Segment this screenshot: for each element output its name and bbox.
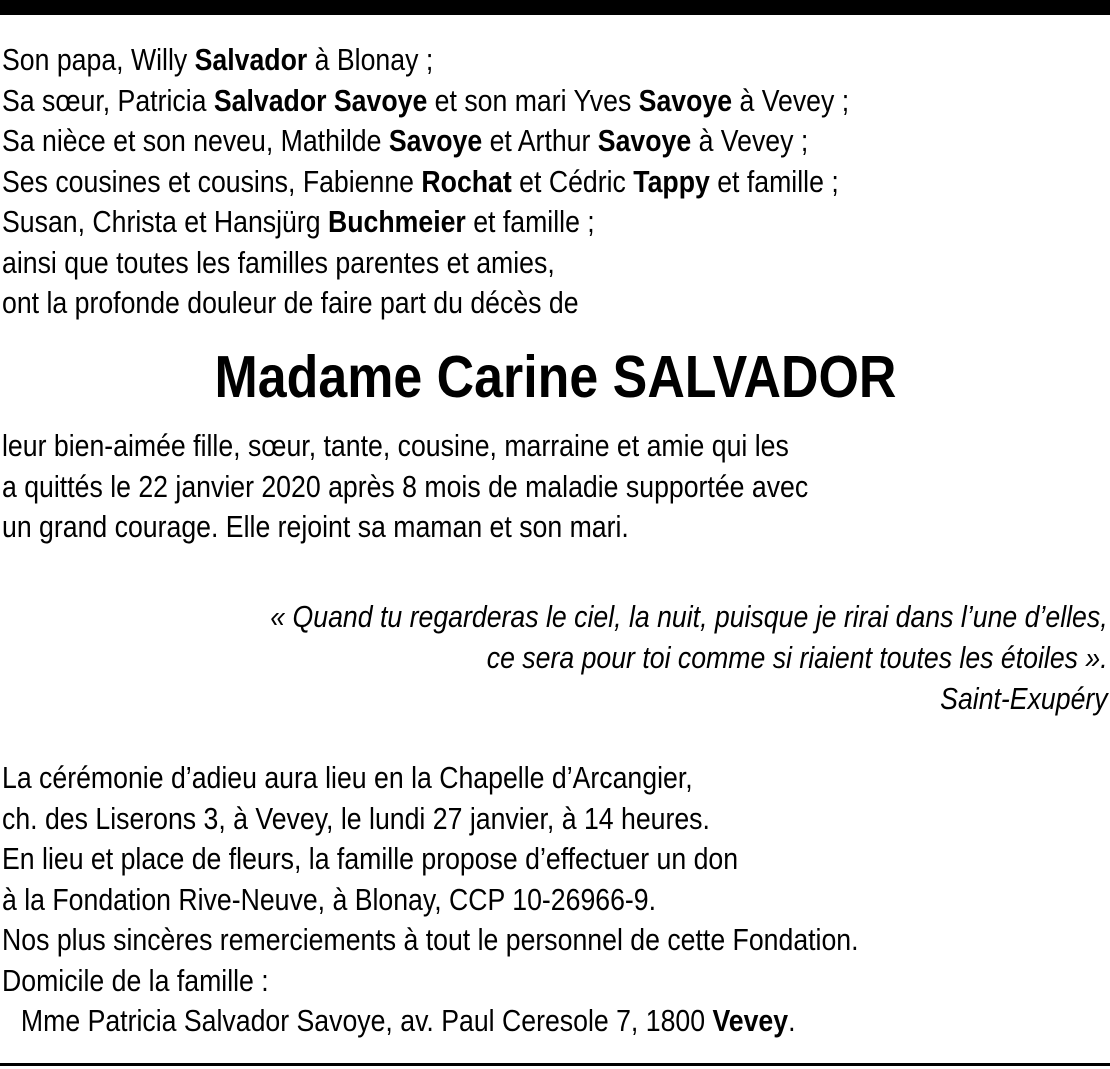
top-rule [0, 0, 1110, 15]
family-line-cousins: Ses cousines et cousins, Fabienne Rochat et Cédric Tappy et famille ; [2, 163, 839, 199]
details-line: un grand courage. Elle rejoint sa maman et son mari. [2, 509, 629, 544]
donation-line: En lieu et place de fleurs, la famille propose d’effectuer un don [2, 841, 739, 876]
quote-author: Saint-Exupéry [940, 681, 1108, 716]
family-line-niece-nephew: Sa nièce et son neveu, Mathilde Savoye et Arthur Savoye à Vevey ; [2, 123, 809, 158]
details-line: a quittés le 22 janvier 2020 après 8 mois de maladie supportée avec [2, 468, 809, 504]
family-line-buchmeier: Susan, Christa et Hansjürg Buchmeier et famille ; [2, 204, 595, 239]
thanks-line: Nos plus sincères remerciements à tout le personnel de cette Fondation. [2, 922, 859, 957]
ceremony-info [2, 758, 1108, 1042]
family-address: Mme Patricia Salvador Savoye, av. Paul Ceresole 7, 1800 Vevey. [20, 1003, 796, 1038]
family-address-label: Domicile de la famille : [2, 962, 269, 998]
bottom-rule [0, 1063, 1110, 1066]
deceased-details [2, 426, 1108, 548]
quote-line: ce sera pour toi comme si riaient toutes les étoiles ». [487, 640, 1108, 675]
donation-line: à la Fondation Rive-Neuve, à Blonay, CCP 10-26966-9. [2, 881, 657, 917]
quote-line: « Quand tu regarderas le ciel, la nuit, puisque je rirai dans l’une d’elles, [270, 599, 1108, 634]
ceremony-line: ch. des Liserons 3, à Vevey, le lundi 27 janvier, à 14 heures. [2, 800, 710, 836]
deceased-name: Madame Carine SALVADOR [214, 344, 896, 410]
family-announcement [2, 40, 1108, 324]
quotation [134, 596, 1108, 719]
ceremony-line: La cérémonie d’adieu aura lieu en la Chapelle d’Arcangier, [2, 760, 693, 795]
details-line: leur bien-aimée fille, sœur, tante, cousine, marraine et amie qui les [2, 428, 789, 463]
family-line-father: Son papa, Willy Salvador à Blonay ; [2, 42, 434, 77]
family-line-relatives: ainsi que toutes les familles parentes et amies, [2, 244, 555, 280]
family-line-sister: Sa sœur, Patricia Salvador Savoye et son mari Yves Savoye à Vevey ; [2, 82, 850, 118]
announcement-line: ont la profonde douleur de faire part du décès de [2, 285, 579, 320]
